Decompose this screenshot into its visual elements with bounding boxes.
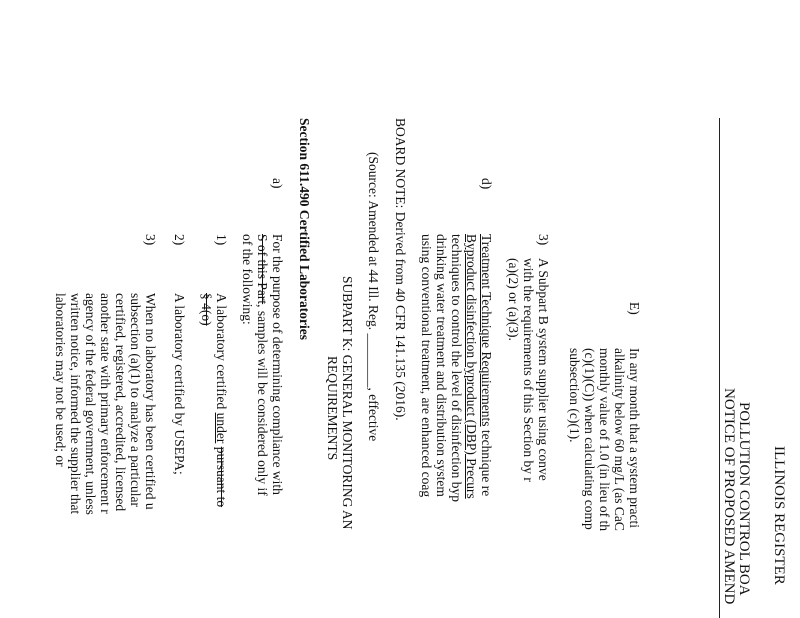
item-3-line: laboratories may not be used; or (53, 293, 68, 467)
sub-e-line: In any month that a system practi (627, 348, 642, 528)
section-heading: Section 611.490 Certified Laboratories (297, 118, 312, 340)
sub-d-line: drinking water treatment and distribution system (434, 234, 449, 497)
para-a-label: a) (270, 178, 285, 189)
para-a-struck: S of this Part (255, 234, 270, 305)
item-1-line2: § 4(o) (199, 293, 214, 326)
sub-d-line: Byproduct disinfection byproduct (DBP) Precurs (464, 234, 479, 499)
sub-e-line: subsection (c)(1). (567, 348, 582, 443)
register-header: ILLINOIS REGISTER (771, 446, 787, 585)
item-3-label: 3) (143, 234, 158, 246)
source-blank: ________ (366, 333, 381, 388)
sub-e-line: alkalinity below 60 mg/L (as CaC (612, 348, 627, 531)
item-3-line: certified, registered, accredited, licensed (113, 293, 128, 512)
sub-3-line: A Subpart B system supplier using conve (536, 258, 551, 481)
item-1-pre: A laboratory certified (214, 293, 229, 413)
item-3-line: agency of the federal government, unless (83, 293, 98, 515)
item-1-line (214, 293, 228, 507)
item-2-line: A laboratory certified by USEPA; (172, 293, 187, 475)
sub-e-label: E) (627, 302, 642, 315)
item-1-struck: pursuant to (214, 446, 229, 508)
sub-d-line (479, 234, 493, 496)
source-pre: (Source: Amended at 44 Ill. Reg. (366, 152, 381, 334)
para-a-line: For the purpose of determining compliance with (270, 234, 285, 495)
sub-d-line: using conventional treatment, are enhanced coag (419, 234, 434, 498)
item-2-label: 2) (172, 234, 187, 246)
header-divider (719, 118, 720, 618)
source-note (366, 152, 380, 441)
sub-e-line: monthly value of 1.0 (in lieu of th (597, 348, 612, 531)
source-post: , effective (366, 387, 381, 442)
item-3-line: When no laboratory has been certified u (143, 293, 158, 510)
sub-d-line1-underlined: Treatment Technique Requirements (479, 234, 494, 427)
item-3-line: another state with primary enforcement r (98, 293, 113, 514)
item-3-line: written notice, informed the supplier that (68, 293, 83, 515)
para-a-line: of the following: (240, 234, 255, 325)
para-a-line2-rest: , samples will be considered only if (255, 304, 270, 496)
board-header: POLLUTION CONTROL BOA (736, 402, 752, 596)
subpart-heading: SUBPART K: GENERAL MONITORING AN (340, 276, 355, 530)
item-1-underlined: under (214, 412, 229, 444)
sub-3-line: with the requirements of this Section by r (521, 258, 536, 482)
notice-header: NOTICE OF PROPOSED AMEND (721, 388, 737, 605)
sub-e-line: (c)(1)(C)) when calculating comp (582, 348, 597, 530)
sub-d-line: techniques to control the level of disinfection byp (449, 234, 464, 503)
sub-d-label: d) (479, 178, 494, 190)
subpart-heading-cont: REQUIREMENTS (325, 356, 340, 461)
sub-3-label: 3) (536, 234, 551, 246)
para-a-line (255, 234, 269, 496)
item-3-line: subsection (a)(1) to analyze a particular (128, 293, 143, 508)
sub-3-line: (a)(2) or (a)(3). (506, 258, 521, 341)
sub-d-line1-rest: technique re (479, 426, 494, 497)
board-note: BOARD NOTE: Derived from 40 CFR 141.135 (2016). (393, 118, 408, 421)
item-1-label: 1) (214, 234, 229, 246)
